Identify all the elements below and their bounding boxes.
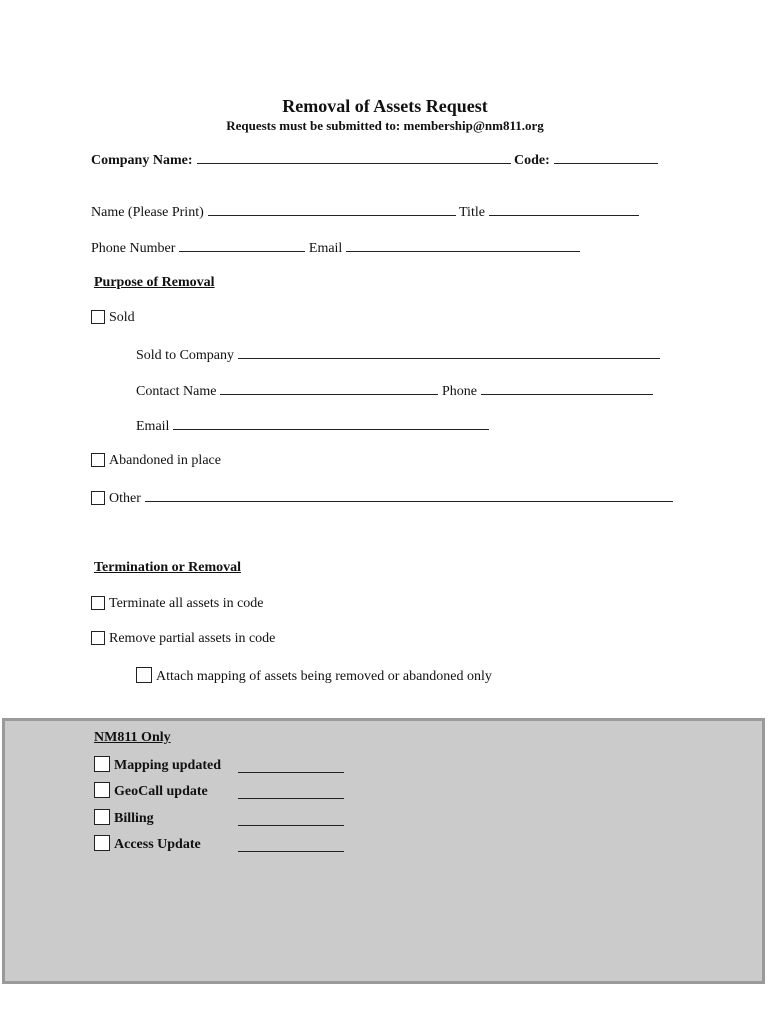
email-field[interactable] [346, 239, 580, 252]
phone-number-field[interactable] [179, 239, 305, 252]
geocall-update-label: GeoCall update [114, 784, 208, 799]
company-name-row [91, 151, 658, 169]
remove-partial-option[interactable] [91, 631, 275, 647]
sold-option[interactable] [91, 310, 135, 326]
name-field[interactable] [208, 203, 456, 216]
nm811-item[interactable] [94, 809, 154, 827]
mapping-updated-field[interactable] [238, 760, 344, 773]
email-label: Email [308, 241, 343, 256]
sold-email-field[interactable] [173, 417, 489, 430]
title-label: Title [459, 205, 485, 220]
company-name-label: Company Name: [91, 153, 193, 168]
termination-heading: Termination or Removal [94, 560, 241, 575]
nm811-item[interactable] [94, 835, 201, 853]
purpose-heading: Purpose of Removal [94, 275, 215, 290]
name-row [91, 203, 639, 221]
page-title: Removal of Assets Request [282, 96, 488, 116]
sold-email-label: Email [136, 419, 170, 434]
other-option[interactable] [91, 489, 673, 507]
attach-mapping-option[interactable] [136, 667, 492, 685]
billing-checkbox[interactable] [94, 809, 110, 825]
abandoned-option[interactable] [91, 453, 221, 469]
sold-to-company-row [136, 346, 660, 364]
terminate-all-label: Terminate all assets in code [109, 596, 264, 611]
title-field[interactable] [489, 203, 639, 216]
nm811-heading: NM811 Only [94, 730, 171, 745]
contact-row [136, 382, 653, 400]
other-label: Other [109, 491, 141, 506]
remove-partial-checkbox[interactable] [91, 631, 105, 645]
geocall-update-field[interactable] [238, 786, 344, 799]
terminate-all-option[interactable] [91, 596, 264, 612]
contact-phone-field[interactable] [481, 382, 653, 395]
code-label: Code: [514, 153, 550, 168]
access-update-label: Access Update [114, 837, 201, 852]
terminate-all-checkbox[interactable] [91, 596, 105, 610]
billing-label: Billing [114, 811, 154, 826]
contact-phone-label: Phone [441, 384, 477, 399]
sold-email-row [136, 417, 489, 435]
nm811-item[interactable] [94, 782, 208, 800]
access-update-checkbox[interactable] [94, 835, 110, 851]
other-checkbox[interactable] [91, 491, 105, 505]
sold-to-company-field[interactable] [238, 346, 660, 359]
nm811-item[interactable] [94, 756, 221, 774]
sold-to-company-label: Sold to Company [136, 348, 235, 363]
attach-mapping-label: Attach mapping of assets being removed or abandoned only [156, 669, 492, 684]
contact-name-field[interactable] [220, 382, 438, 395]
other-field[interactable] [145, 489, 673, 502]
phone-row [91, 239, 580, 257]
mapping-updated-label: Mapping updated [114, 758, 221, 773]
mapping-updated-checkbox[interactable] [94, 756, 110, 772]
remove-partial-label: Remove partial assets in code [109, 631, 276, 646]
sold-label: Sold [109, 310, 135, 325]
abandoned-checkbox[interactable] [91, 453, 105, 467]
code-field[interactable] [554, 151, 658, 164]
contact-name-label: Contact Name [136, 384, 217, 399]
name-label: Name (Please Print) [91, 205, 204, 220]
page-subtitle: Requests must be submitted to: membership@nm811.org [226, 118, 544, 133]
attach-mapping-checkbox[interactable] [136, 667, 152, 683]
access-update-field[interactable] [238, 839, 344, 852]
company-name-field[interactable] [197, 151, 511, 164]
sold-checkbox[interactable] [91, 310, 105, 324]
geocall-update-checkbox[interactable] [94, 782, 110, 798]
phone-number-label: Phone Number [91, 241, 176, 256]
billing-field[interactable] [238, 813, 344, 826]
abandoned-label: Abandoned in place [109, 453, 221, 468]
